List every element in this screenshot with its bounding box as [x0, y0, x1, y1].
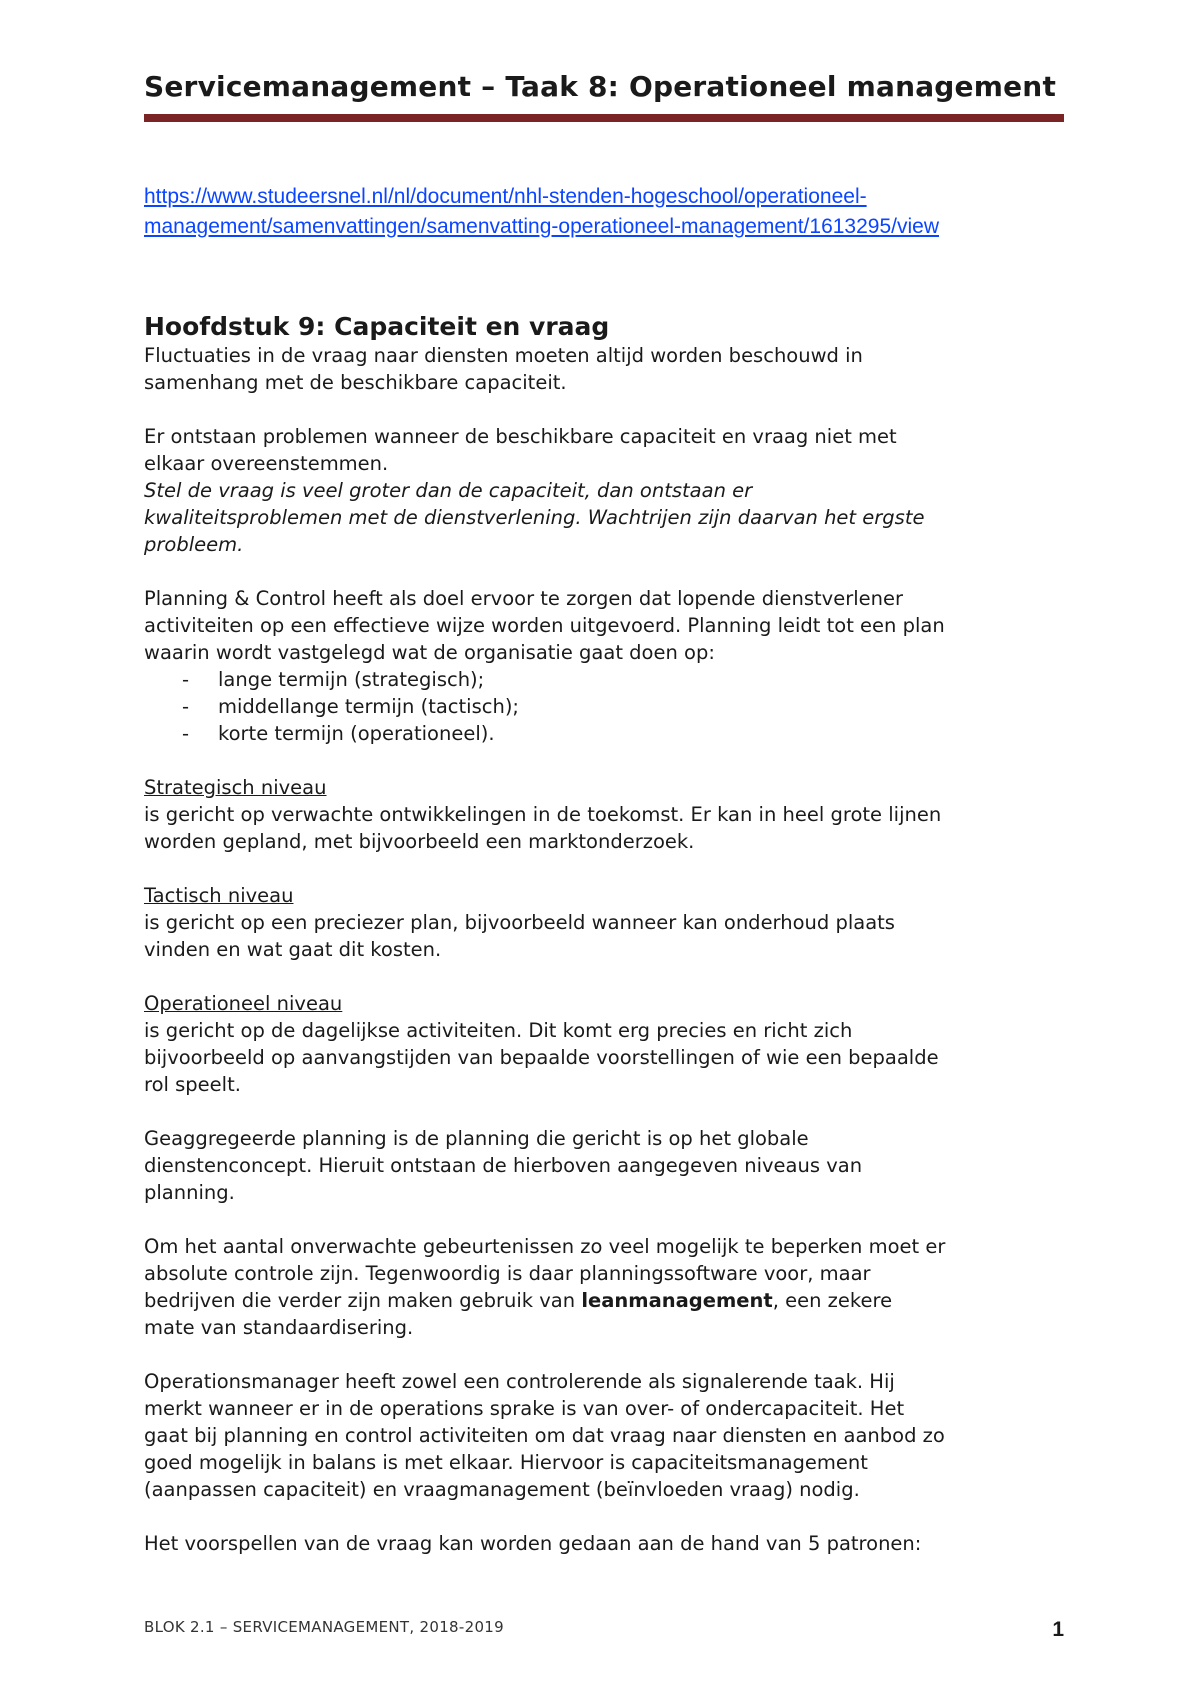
paragraph-operationsmanager [144, 1368, 1079, 1503]
text-line: vinden en wat gaat dit kosten. [144, 938, 442, 961]
list-item [144, 720, 1079, 747]
paragraph-intro [144, 342, 1079, 396]
text-line: Geaggregeerde planning is de planning die gericht is op het globale [144, 1127, 809, 1150]
list-item [144, 693, 1079, 720]
text-line: activiteiten op een effectieve wijze worden uitgevoerd. Planning leidt tot een plan [144, 614, 945, 637]
dash-bullet: - [182, 695, 190, 718]
list-item-text: lange termijn (strategisch); [218, 668, 485, 691]
text-line: merkt wanneer er in de operations sprake is van over- of ondercapaciteit. Het [144, 1397, 905, 1420]
text-line: Er ontstaan problemen wanneer de beschikbare capaciteit en vraag niet met [144, 425, 897, 448]
list-item-text: korte termijn (operationeel). [218, 722, 495, 745]
source-link-line-1[interactable]: https://www.studeersnel.nl/nl/document/nhl-stenden-hogeschool/operationeel- [144, 185, 867, 208]
text-line: waarin wordt vastgelegd wat de organisatie gaat doen op: [144, 641, 715, 664]
text-line: worden gepland, met bijvoorbeeld een marktonderzoek. [144, 830, 695, 853]
list-item-text: middellange termijn (tactisch); [218, 695, 519, 718]
term-list [144, 666, 1079, 747]
text-line: goed mogelijk in balans is met elkaar. Hiervoor is capaciteitsmanagement [144, 1451, 868, 1474]
page-footer: BLOK 2.1 – SERVICEMANAGEMENT, 2018-2019 [144, 1618, 504, 1636]
paragraph-control [144, 1233, 1079, 1341]
section-heading-operationeel: Operationeel niveau [144, 992, 343, 1015]
chapter-title: Hoofdstuk 9: Capaciteit en vraag [144, 312, 610, 341]
text-line: samenhang met de beschikbare capaciteit. [144, 371, 567, 394]
paragraph-problems [144, 423, 1079, 558]
text-line: Operationsmanager heeft zowel een controlerende als signalerende taak. Hij [144, 1370, 895, 1393]
text-line: Planning & Control heeft als doel ervoor te zorgen dat lopende dienstverlener [144, 587, 904, 610]
text-line: bijvoorbeeld op aanvangstijden van bepaalde voorstellingen of wie een bepaalde [144, 1046, 939, 1069]
section-heading-strategisch: Strategisch niveau [144, 776, 327, 799]
italic-line: probleem. [144, 533, 244, 556]
text-line: absolute controle zijn. Tegenwoordig is daar planningssoftware voor, maar [144, 1262, 871, 1285]
text-line: gaat bij planning en control activiteiten om dat vraag naar diensten en aanbod zo [144, 1424, 945, 1447]
text-line: rol speelt. [144, 1073, 241, 1096]
page-number: 1 [1052, 1618, 1064, 1641]
text-segment: , een zekere [772, 1289, 893, 1312]
text-line: Fluctuaties in de vraag naar diensten moeten altijd worden beschouwd in [144, 344, 863, 367]
dash-bullet: - [182, 668, 190, 691]
text-line: Om het aantal onverwachte gebeurtenissen zo veel mogelijk te beperken moet er [144, 1235, 946, 1258]
source-link-line-2[interactable]: management/samenvattingen/samenvatting-operationeel-management/1613295/view [144, 215, 939, 238]
page-header [144, 70, 1064, 103]
text-line: mate van standaardisering. [144, 1316, 414, 1339]
text-line: is gericht op verwachte ontwikkelingen in de toekomst. Er kan in heel grote lijnen [144, 803, 942, 826]
section-heading-tactisch: Tactisch niveau [144, 884, 294, 907]
text-line: elkaar overeenstemmen. [144, 452, 389, 475]
section-tactisch [144, 882, 1079, 963]
document-body [144, 312, 1079, 1584]
paragraph-forecasting [144, 1530, 1079, 1557]
section-strategisch [144, 774, 1079, 855]
bold-term-leanmanagement: leanmanagement [581, 1289, 773, 1312]
source-link[interactable] [144, 182, 1064, 242]
text-line [144, 1287, 1079, 1314]
dash-bullet: - [182, 722, 190, 745]
paragraph-planning-control [144, 585, 1079, 666]
document-title: Servicemanagement – Taak 8: Operationeel management [144, 70, 1057, 103]
text-line: planning. [144, 1181, 235, 1204]
header-divider [144, 114, 1064, 122]
italic-line: kwaliteitsproblemen met de dienstverlening. Wachtrijen zijn daarvan het ergste [144, 506, 925, 529]
text-line: (aanpassen capaciteit) en vraagmanagement (beïnvloeden vraag) nodig. [144, 1478, 860, 1501]
text-segment: bedrijven die verder zijn maken gebruik van [144, 1289, 582, 1312]
italic-line: Stel de vraag is veel groter dan de capaciteit, dan ontstaan er [144, 479, 753, 502]
section-operationeel [144, 990, 1079, 1098]
text-line: Het voorspellen van de vraag kan worden gedaan aan de hand van 5 patronen: [144, 1532, 922, 1555]
text-line: is gericht op een preciezer plan, bijvoorbeeld wanneer kan onderhoud plaats [144, 911, 895, 934]
paragraph-aggregate-planning [144, 1125, 1079, 1206]
text-line: is gericht op de dagelijkse activiteiten. Dit komt erg precies en richt zich [144, 1019, 853, 1042]
text-line: dienstenconcept. Hieruit ontstaan de hierboven aangegeven niveaus van [144, 1154, 863, 1177]
list-item [144, 666, 1079, 693]
